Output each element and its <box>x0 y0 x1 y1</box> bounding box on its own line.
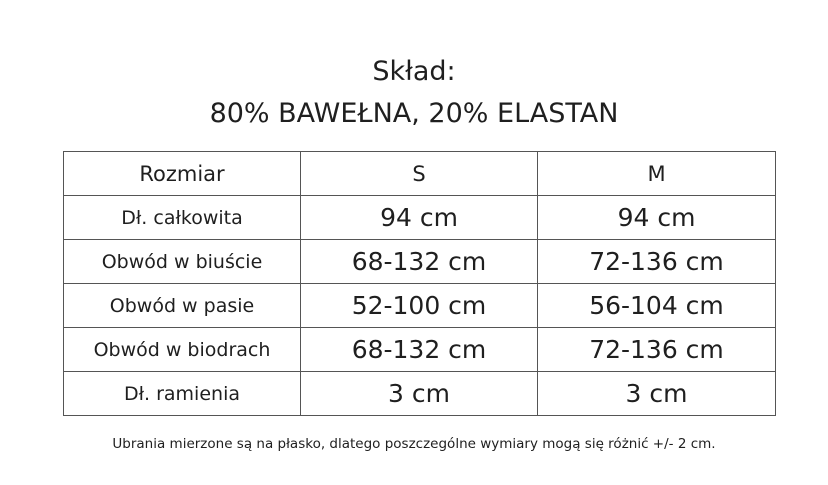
value-s: 3 cm <box>301 372 538 416</box>
table-row <box>64 372 776 416</box>
row-label: Dł. całkowita <box>64 196 301 240</box>
value-s: 52-100 cm <box>301 284 538 328</box>
size-table <box>63 151 776 416</box>
value-m: 94 cm <box>538 196 776 240</box>
table-row <box>64 240 776 284</box>
value-m: 72-136 cm <box>538 328 776 372</box>
table-header-row <box>64 152 776 196</box>
value-s: 68-132 cm <box>301 328 538 372</box>
value-m: 56-104 cm <box>538 284 776 328</box>
table-row <box>64 284 776 328</box>
row-label: Obwód w biodrach <box>64 328 301 372</box>
row-label: Dł. ramienia <box>64 372 301 416</box>
header-s: S <box>301 152 538 196</box>
composition-materials: 80% BAWEŁNA, 20% ELASTAN <box>209 98 619 129</box>
value-m: 72-136 cm <box>538 240 776 284</box>
row-label: Obwód w pasie <box>64 284 301 328</box>
value-m: 3 cm <box>538 372 776 416</box>
measurement-note: Ubrania mierzone są na płasko, dlatego poszczególne wymiary mogą się różnić +/- 2 cm. <box>112 436 716 452</box>
table-row <box>64 196 776 240</box>
value-s: 68-132 cm <box>301 240 538 284</box>
row-label: Obwód w biuście <box>64 240 301 284</box>
composition-heading: Skład: <box>372 56 456 87</box>
value-s: 94 cm <box>301 196 538 240</box>
header-m: M <box>538 152 776 196</box>
header-size: Rozmiar <box>64 152 301 196</box>
table-row <box>64 328 776 372</box>
